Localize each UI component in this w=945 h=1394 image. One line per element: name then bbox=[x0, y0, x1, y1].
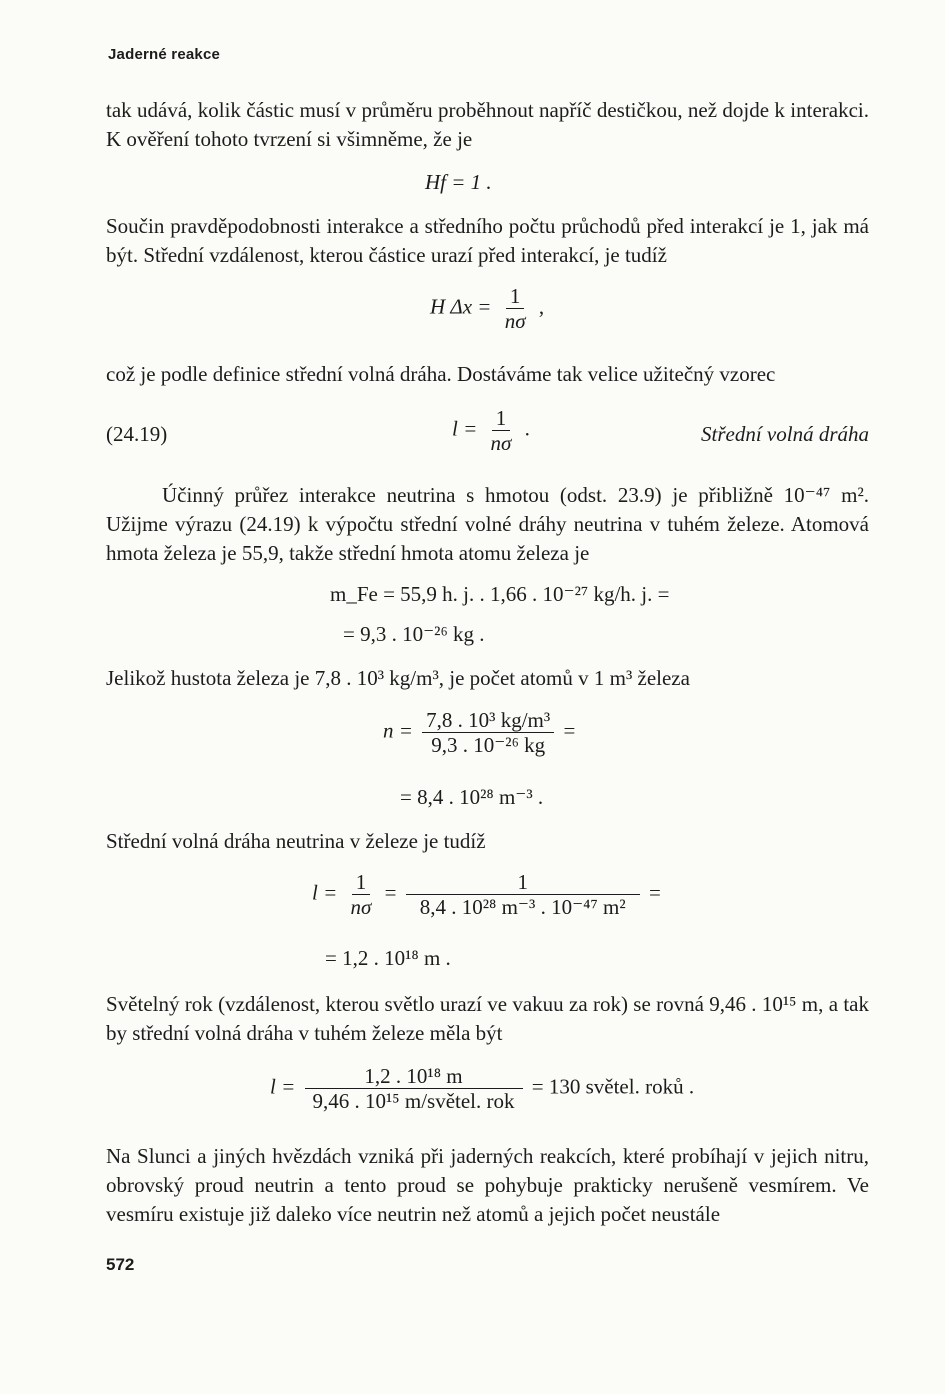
equation-tail: , bbox=[538, 294, 545, 319]
equals-sign: = bbox=[384, 880, 397, 905]
paragraph-4: Účinný průřez interakce neutrina s hmotou (odst. 23.9) je přibližně 10⁻⁴⁷ m². Užijme výrazu (24.19) k výpočtu střední volné dráhy neutrina v tuhém železe. Atomová hmota železa je 55,9, takže střední hmota atomu železa je bbox=[106, 483, 869, 565]
equation-lhs: l = bbox=[312, 880, 338, 905]
running-header: Jaderné reakce bbox=[108, 46, 221, 63]
paragraph-6: Střední volná dráha neutrina v železe je tudíž bbox=[106, 829, 486, 853]
equation-tail: = 130 světel. roků . bbox=[531, 1074, 695, 1099]
equation-number: (24.19) bbox=[106, 422, 168, 446]
fraction bbox=[501, 284, 530, 333]
paragraph-1: tak udává, kolik částic musí v průměru proběhnout napříč destičkou, než dojde k interakci. K ověření tohoto tvrzení si všimněme, že je bbox=[106, 98, 869, 151]
fraction-denominator: nσ bbox=[504, 309, 526, 333]
paragraph-8: Na Slunci a jiných hvězdách vzniká při jaderných reakcích, které probíhají v jejich nitru, obrovský proud neutrin a tento proud se pohybuje prakticky nerušeně vesmírem. Ve vesmíru existuje již daleko více neutrin než atomů a jejich počet neustále bbox=[106, 1144, 869, 1226]
fraction-numerator: 1 bbox=[492, 406, 511, 431]
fraction bbox=[487, 406, 516, 455]
equation-lhs: l = bbox=[270, 1074, 296, 1099]
fraction-numerator: 7,8 . 10³ kg/m³ bbox=[422, 708, 554, 733]
paragraph-3: což je podle definice střední volná dráha. Dostáváme tak velice užitečný vzorec bbox=[106, 362, 776, 386]
equation-h-delta-x bbox=[430, 284, 544, 333]
paragraph-2: Součin pravděpodobnosti interakce a středního počtu průchodů před interakcí je 1, jak má být. Střední vzdálenost, kterou částice urazí před interakcí, je tudíž bbox=[106, 214, 869, 267]
fraction-second bbox=[406, 870, 640, 919]
fraction-denominator: 9,3 . 10⁻²⁶ kg bbox=[431, 733, 546, 757]
equation-name: Střední volná dráha bbox=[701, 422, 869, 446]
equation-density bbox=[383, 708, 575, 757]
fraction bbox=[422, 708, 554, 757]
equation-light-years bbox=[270, 1064, 694, 1113]
fraction-denominator: 8,4 . 10²⁸ m⁻³ . 10⁻⁴⁷ m² bbox=[419, 895, 626, 919]
equation-mass-fe-line1: m_Fe = 55,9 h. j. . 1,66 . 10⁻²⁷ kg/h. j. = bbox=[330, 582, 670, 606]
fraction-numerator: 1 bbox=[352, 870, 371, 895]
equation-mean-free-path bbox=[452, 406, 530, 455]
equation-tail: = bbox=[563, 718, 576, 743]
page-number: 572 bbox=[106, 1255, 135, 1274]
equation-lhs: n = bbox=[383, 718, 413, 743]
equation-density-line2: = 8,4 . 10²⁸ m⁻³ . bbox=[400, 785, 544, 809]
equation-mfp-iron-line2: = 1,2 . 10¹⁸ m . bbox=[325, 946, 451, 970]
fraction-denominator: nσ bbox=[490, 431, 512, 455]
equation-mass-fe-line2: = 9,3 . 10⁻²⁶ kg . bbox=[343, 622, 485, 646]
fraction-numerator: 1,2 . 10¹⁸ m bbox=[305, 1064, 523, 1089]
paragraph-5: Jelikož hustota železa je 7,8 . 10³ kg/m³, je počet atomů v 1 m³ železa bbox=[106, 666, 690, 690]
equation-tail: = bbox=[648, 880, 661, 905]
equation-hf: Hf = 1 . bbox=[425, 170, 492, 194]
fraction-numerator: 1 bbox=[506, 284, 525, 309]
fraction-numerator: 1 bbox=[406, 870, 640, 895]
equation-lhs: l = bbox=[452, 416, 478, 441]
fraction-denominator: 9,46 . 10¹⁵ m/světel. rok bbox=[312, 1089, 515, 1113]
fraction bbox=[305, 1064, 523, 1113]
paragraph-7: Světelný rok (vzdálenost, kterou světlo urazí ve vakuu za rok) se rovná 9,46 . 10¹⁵ m, a tak by střední volná dráha v tuhém železe měla být bbox=[106, 992, 869, 1045]
fraction-denominator: nσ bbox=[350, 895, 372, 919]
fraction-first bbox=[347, 870, 376, 919]
equation-mfp-iron bbox=[312, 870, 661, 919]
equation-tail: . bbox=[524, 416, 530, 441]
equation-lhs: H Δx = bbox=[430, 294, 492, 319]
